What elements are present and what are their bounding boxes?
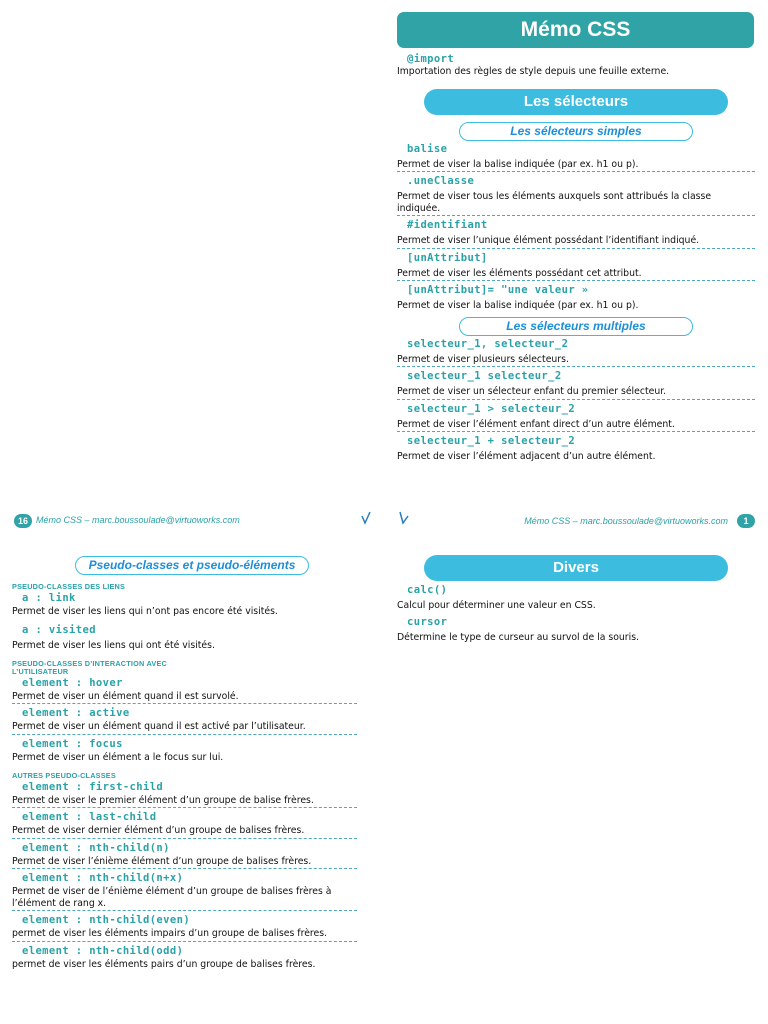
entry-desc: Permet de viser l’élément adjacent d’un autre élément. (397, 451, 656, 462)
list-item (397, 143, 755, 173)
list-item (12, 624, 357, 653)
divers-list (397, 584, 755, 644)
liens-list (12, 592, 357, 653)
entry-desc: Calcul pour déterminer une valeur en CSS. (397, 600, 596, 611)
entry-code: selecteur_1 selecteur_2 (407, 370, 562, 382)
list-item (397, 435, 755, 464)
entry-code: element : active (22, 707, 130, 719)
entry-desc: Permet de viser plusieurs sélecteurs. (397, 353, 569, 365)
entry-desc: Permet de viser l’unique élément possédant l’identifiant indiqué. (397, 235, 700, 246)
entry-desc: Permet de viser dernier élément d’un groupe de balises frères. (12, 825, 305, 836)
entry-desc: Permet de viser la balise indiquée (par ex. h1 ou p). (397, 158, 639, 170)
entry-desc: Permet de viser de l’énième élément d’un groupe de balises frères à l’élément de rang x. (12, 886, 332, 909)
memo-top-right-page (397, 12, 755, 467)
import-code: @import (407, 53, 455, 65)
memo-bottom-left-page (12, 556, 357, 974)
list-item (12, 677, 357, 705)
entry-code: element : nth-child(n) (22, 841, 170, 854)
entry-desc: Permet de viser l’énième élément d’un groupe de balises frères. (12, 855, 312, 867)
list-item (397, 584, 755, 613)
list-item (397, 219, 755, 249)
pseudo-heading: Pseudo-classes et pseudo-éléments (75, 556, 309, 575)
entry-desc: Permet de viser un élément a le focus sur lui. (12, 751, 224, 763)
list-item (12, 872, 357, 911)
entry-desc: Permet de viser un élément quand il est survolé. (12, 690, 239, 702)
list-item (12, 592, 357, 619)
autres-list (12, 781, 357, 972)
entry-desc: permet de viser les éléments pairs d’un groupe de balises frères. (12, 958, 316, 970)
entry-desc: Détermine le type de curseur au survol de la souris. (397, 631, 639, 643)
entry-code: a : visited (22, 624, 96, 636)
memo-bottom-right-page (397, 555, 755, 647)
entry-code: element : first-child (22, 780, 164, 793)
entry-code: a : link (22, 591, 76, 604)
list-item (397, 252, 755, 282)
list-item (12, 945, 357, 972)
fold-check-icon (398, 510, 410, 526)
import-desc: Importation des règles de style depuis une feuille externe. (397, 66, 670, 77)
entry-desc: Permet de viser l’élément enfant direct d’un autre élément. (397, 418, 675, 430)
list-item (397, 284, 755, 313)
entry-desc: Permet de viser le premier élément d’un groupe de balise frères. (12, 794, 314, 806)
entry-desc: permet de viser les éléments impairs d’un groupe de balises frères. (12, 928, 328, 939)
list-item (397, 403, 755, 433)
section-selecteurs-heading: Les sélecteurs (424, 89, 728, 115)
entry-code: [unAttribut]= "une valeur » (407, 284, 589, 296)
entry-code: element : focus (22, 737, 123, 750)
list-item (397, 616, 755, 645)
entry-code: element : last-child (22, 811, 157, 823)
category-heading: AUTRES PSEUDO-CLASSES (12, 771, 116, 780)
entry-code: element : hover (22, 676, 123, 689)
entry-desc: Permet de viser les éléments possédant cet attribut. (397, 267, 642, 279)
entry-desc: Permet de viser un sélecteur enfant du premier sélecteur. (397, 386, 667, 397)
entry-code: element : nth-child(even) (22, 914, 191, 926)
import-entry (397, 53, 755, 79)
entry-desc: Permet de viser la balise indiquée (par ex. h1 ou p). (397, 300, 639, 311)
left-footer-text: Mémo CSS – marc.boussoulade@virtuoworks.com (36, 515, 240, 525)
multiples-list (397, 338, 755, 464)
entry-desc: Permet de viser les liens qui ont été visités. (12, 640, 215, 651)
subsection-simples-heading: Les sélecteurs simples (459, 122, 693, 141)
entry-code: .uneClasse (407, 175, 475, 187)
entry-code: selecteur_1, selecteur_2 (407, 337, 569, 350)
entry-desc: Permet de viser un élément quand il est activé par l’utilisateur. (12, 721, 306, 732)
memo-title: Mémo CSS (397, 12, 754, 48)
entry-desc: Permet de viser tous les éléments auxquels sont attribués la classe indiquée. (397, 191, 712, 214)
entry-code: cursor (407, 615, 448, 628)
section-divers-heading: Divers (424, 555, 728, 581)
category-heading: PSEUDO-CLASSES DES LIENS (12, 582, 126, 591)
entry-code: element : nth-child(odd) (22, 944, 184, 957)
category-heading-cont: L’UTILISATEUR (12, 667, 69, 676)
list-item (12, 707, 357, 735)
entry-desc: Permet de viser les liens qui n’ont pas encore été visités. (12, 605, 278, 617)
list-item (397, 338, 755, 368)
right-footer-text: Mémo CSS – marc.boussoulade@virtuoworks.com (524, 516, 728, 526)
entry-code: calc() (407, 584, 448, 596)
list-item (397, 370, 755, 400)
list-item (12, 842, 357, 870)
interaction-list (12, 677, 357, 765)
simples-list (397, 143, 755, 313)
entry-code: [unAttribut] (407, 251, 488, 264)
fold-check-icon (360, 510, 372, 526)
left-page-number: 16 (14, 514, 32, 528)
list-item (12, 781, 357, 809)
entry-code: selecteur_1 + selecteur_2 (407, 435, 576, 447)
entry-code: element : nth-child(n+x) (22, 872, 184, 884)
entry-code: #identifiant (407, 219, 488, 231)
right-page-number: 1 (737, 514, 755, 528)
entry-code: selecteur_1 > selecteur_2 (407, 402, 576, 415)
list-item (397, 175, 755, 216)
list-item (12, 914, 357, 942)
category-heading: PSEUDO-CLASSES D’INTERACTION AVEC (12, 658, 167, 668)
entry-code: balise (407, 142, 448, 155)
list-item (12, 811, 357, 839)
list-item (12, 738, 357, 765)
subsection-multiples-heading: Les sélecteurs multiples (459, 317, 693, 336)
